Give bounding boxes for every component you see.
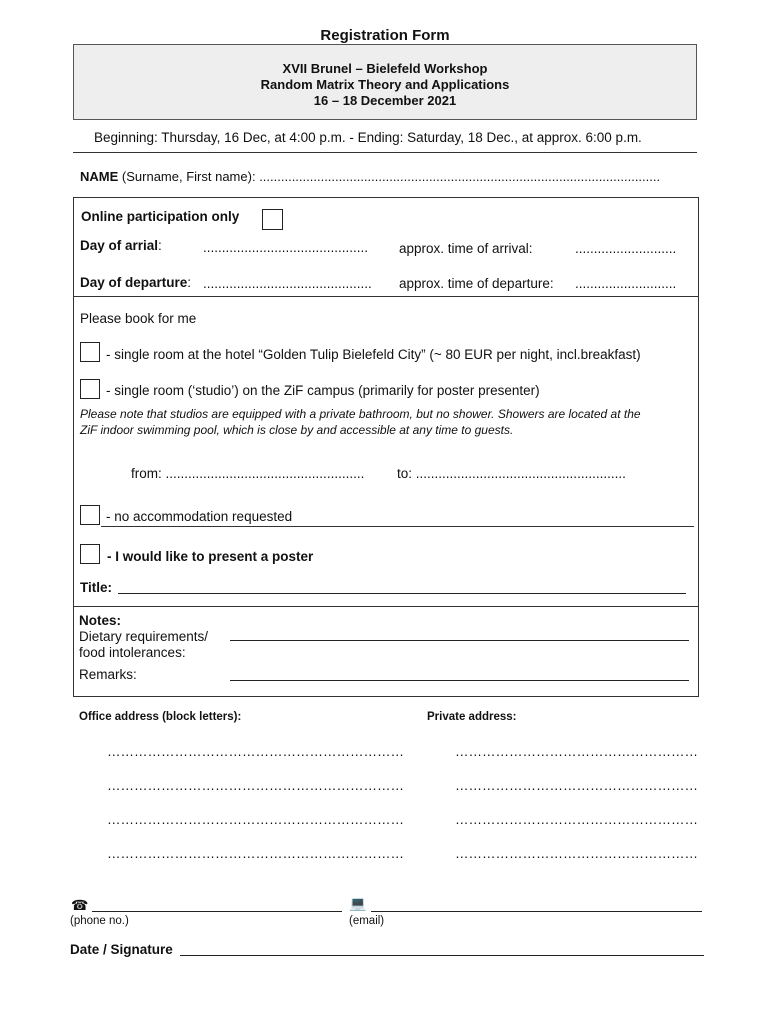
private-address-line[interactable]: ……………………………………………… bbox=[455, 846, 698, 861]
departure-label: Day of departure bbox=[80, 275, 188, 290]
schedule-divider bbox=[73, 152, 697, 153]
signature-label: Date / Signature bbox=[70, 942, 173, 957]
studio-note-line-2: ZiF indoor swimming pool, which is close by and accessible at any time to guests. bbox=[80, 423, 514, 437]
booking-section-divider bbox=[101, 526, 694, 527]
hotel-room-checkbox[interactable] bbox=[80, 342, 100, 362]
stay-to-dots: ........................................................ bbox=[415, 466, 626, 481]
departure-dots: ............................................. bbox=[203, 276, 372, 291]
dietary-field[interactable] bbox=[230, 640, 689, 641]
arrival-dots: ............................................ bbox=[203, 240, 369, 255]
arrival-label: Day of arrial bbox=[80, 238, 159, 253]
stay-from-label: from: bbox=[131, 466, 162, 481]
arrival-field[interactable] bbox=[80, 238, 162, 253]
form-title: Registration Form bbox=[320, 27, 450, 44]
studio-room-checkbox[interactable] bbox=[80, 379, 100, 399]
email-label: (email) bbox=[349, 915, 385, 927]
name-dots: ............................................................................................................... bbox=[259, 169, 661, 184]
office-address-line[interactable]: ………………………………………………………… bbox=[107, 744, 404, 759]
studio-note-line-1: Please note that studios are equipped with a private bathroom, but no shower. Showers are located at the bbox=[80, 407, 641, 421]
stay-to-field[interactable] bbox=[397, 466, 626, 481]
dietary-label-line-2: food intolerances: bbox=[79, 645, 186, 660]
phone-label: (phone no.) bbox=[70, 915, 129, 927]
online-participation-label: Online participation only bbox=[81, 209, 240, 224]
notes-heading: Notes: bbox=[79, 613, 122, 628]
details-box bbox=[73, 197, 699, 697]
email-field[interactable] bbox=[371, 911, 702, 912]
departure-field[interactable] bbox=[80, 275, 191, 290]
poster-section-divider bbox=[73, 606, 698, 607]
workshop-header-box bbox=[73, 44, 697, 120]
workshop-name: XVII Brunel – Bielefeld Workshop bbox=[282, 61, 488, 76]
remarks-label: Remarks: bbox=[79, 667, 137, 682]
no-accommodation-checkbox[interactable] bbox=[80, 505, 100, 525]
departure-colon: : bbox=[187, 275, 192, 290]
office-address-line[interactable]: ………………………………………………………… bbox=[107, 812, 404, 827]
poster-label: - I would like to present a poster bbox=[107, 549, 314, 564]
workshop-dates: 16 – 18 December 2021 bbox=[313, 93, 457, 108]
private-address-line[interactable]: ……………………………………………… bbox=[455, 744, 698, 759]
office-address-line[interactable]: ………………………………………………………… bbox=[107, 778, 404, 793]
stay-from-field[interactable] bbox=[131, 466, 364, 481]
signature-field[interactable] bbox=[180, 955, 704, 956]
arrival-time-field[interactable]: ........................... bbox=[575, 241, 677, 256]
departure-time-label: approx. time of departure: bbox=[399, 276, 554, 291]
private-address-line[interactable]: ……………………………………………… bbox=[455, 812, 698, 827]
poster-title-label: Title: bbox=[80, 580, 113, 595]
booking-intro: Please book for me bbox=[80, 311, 197, 326]
stay-from-dots: ..................................................... bbox=[165, 466, 365, 481]
online-participation-checkbox[interactable] bbox=[262, 209, 283, 230]
phone-icon: ☎ bbox=[71, 897, 89, 913]
private-address-line[interactable]: ……………………………………………… bbox=[455, 778, 698, 793]
arrival-section-divider bbox=[73, 296, 698, 297]
computer-icon: 💻 bbox=[349, 895, 367, 911]
name-field[interactable] bbox=[80, 169, 660, 184]
office-address-label: Office address (block letters): bbox=[79, 711, 242, 723]
departure-time-field[interactable]: ........................... bbox=[575, 276, 677, 291]
poster-title-field[interactable] bbox=[118, 593, 686, 594]
schedule-text: Beginning: Thursday, 16 Dec, at 4:00 p.m. - Ending: Saturday, 18 Dec., at approx. 6:00 p.m. bbox=[94, 130, 642, 145]
dietary-label-line-1: Dietary requirements/ bbox=[79, 629, 209, 644]
name-hint: (Surname, First name): bbox=[121, 169, 256, 184]
arrival-time-label: approx. time of arrival: bbox=[399, 241, 533, 256]
phone-field[interactable] bbox=[92, 911, 342, 912]
arrival-colon: : bbox=[158, 238, 162, 253]
workshop-topic: Random Matrix Theory and Applications bbox=[260, 77, 510, 92]
remarks-field[interactable] bbox=[230, 680, 689, 681]
hotel-room-label: - single room at the hotel “Golden Tulip Bielefeld City” (~ 80 EUR per night, incl.breakfast) bbox=[106, 347, 641, 362]
name-label: NAME bbox=[80, 169, 119, 184]
studio-room-label: - single room (‘studio’) on the ZiF campus (primarily for poster presenter) bbox=[106, 383, 540, 398]
poster-checkbox[interactable] bbox=[80, 544, 100, 564]
no-accommodation-label: - no accommodation requested bbox=[106, 509, 293, 524]
office-address-line[interactable]: ………………………………………………………… bbox=[107, 846, 404, 861]
private-address-label: Private address: bbox=[427, 711, 517, 723]
stay-to-label: to: bbox=[397, 466, 413, 481]
